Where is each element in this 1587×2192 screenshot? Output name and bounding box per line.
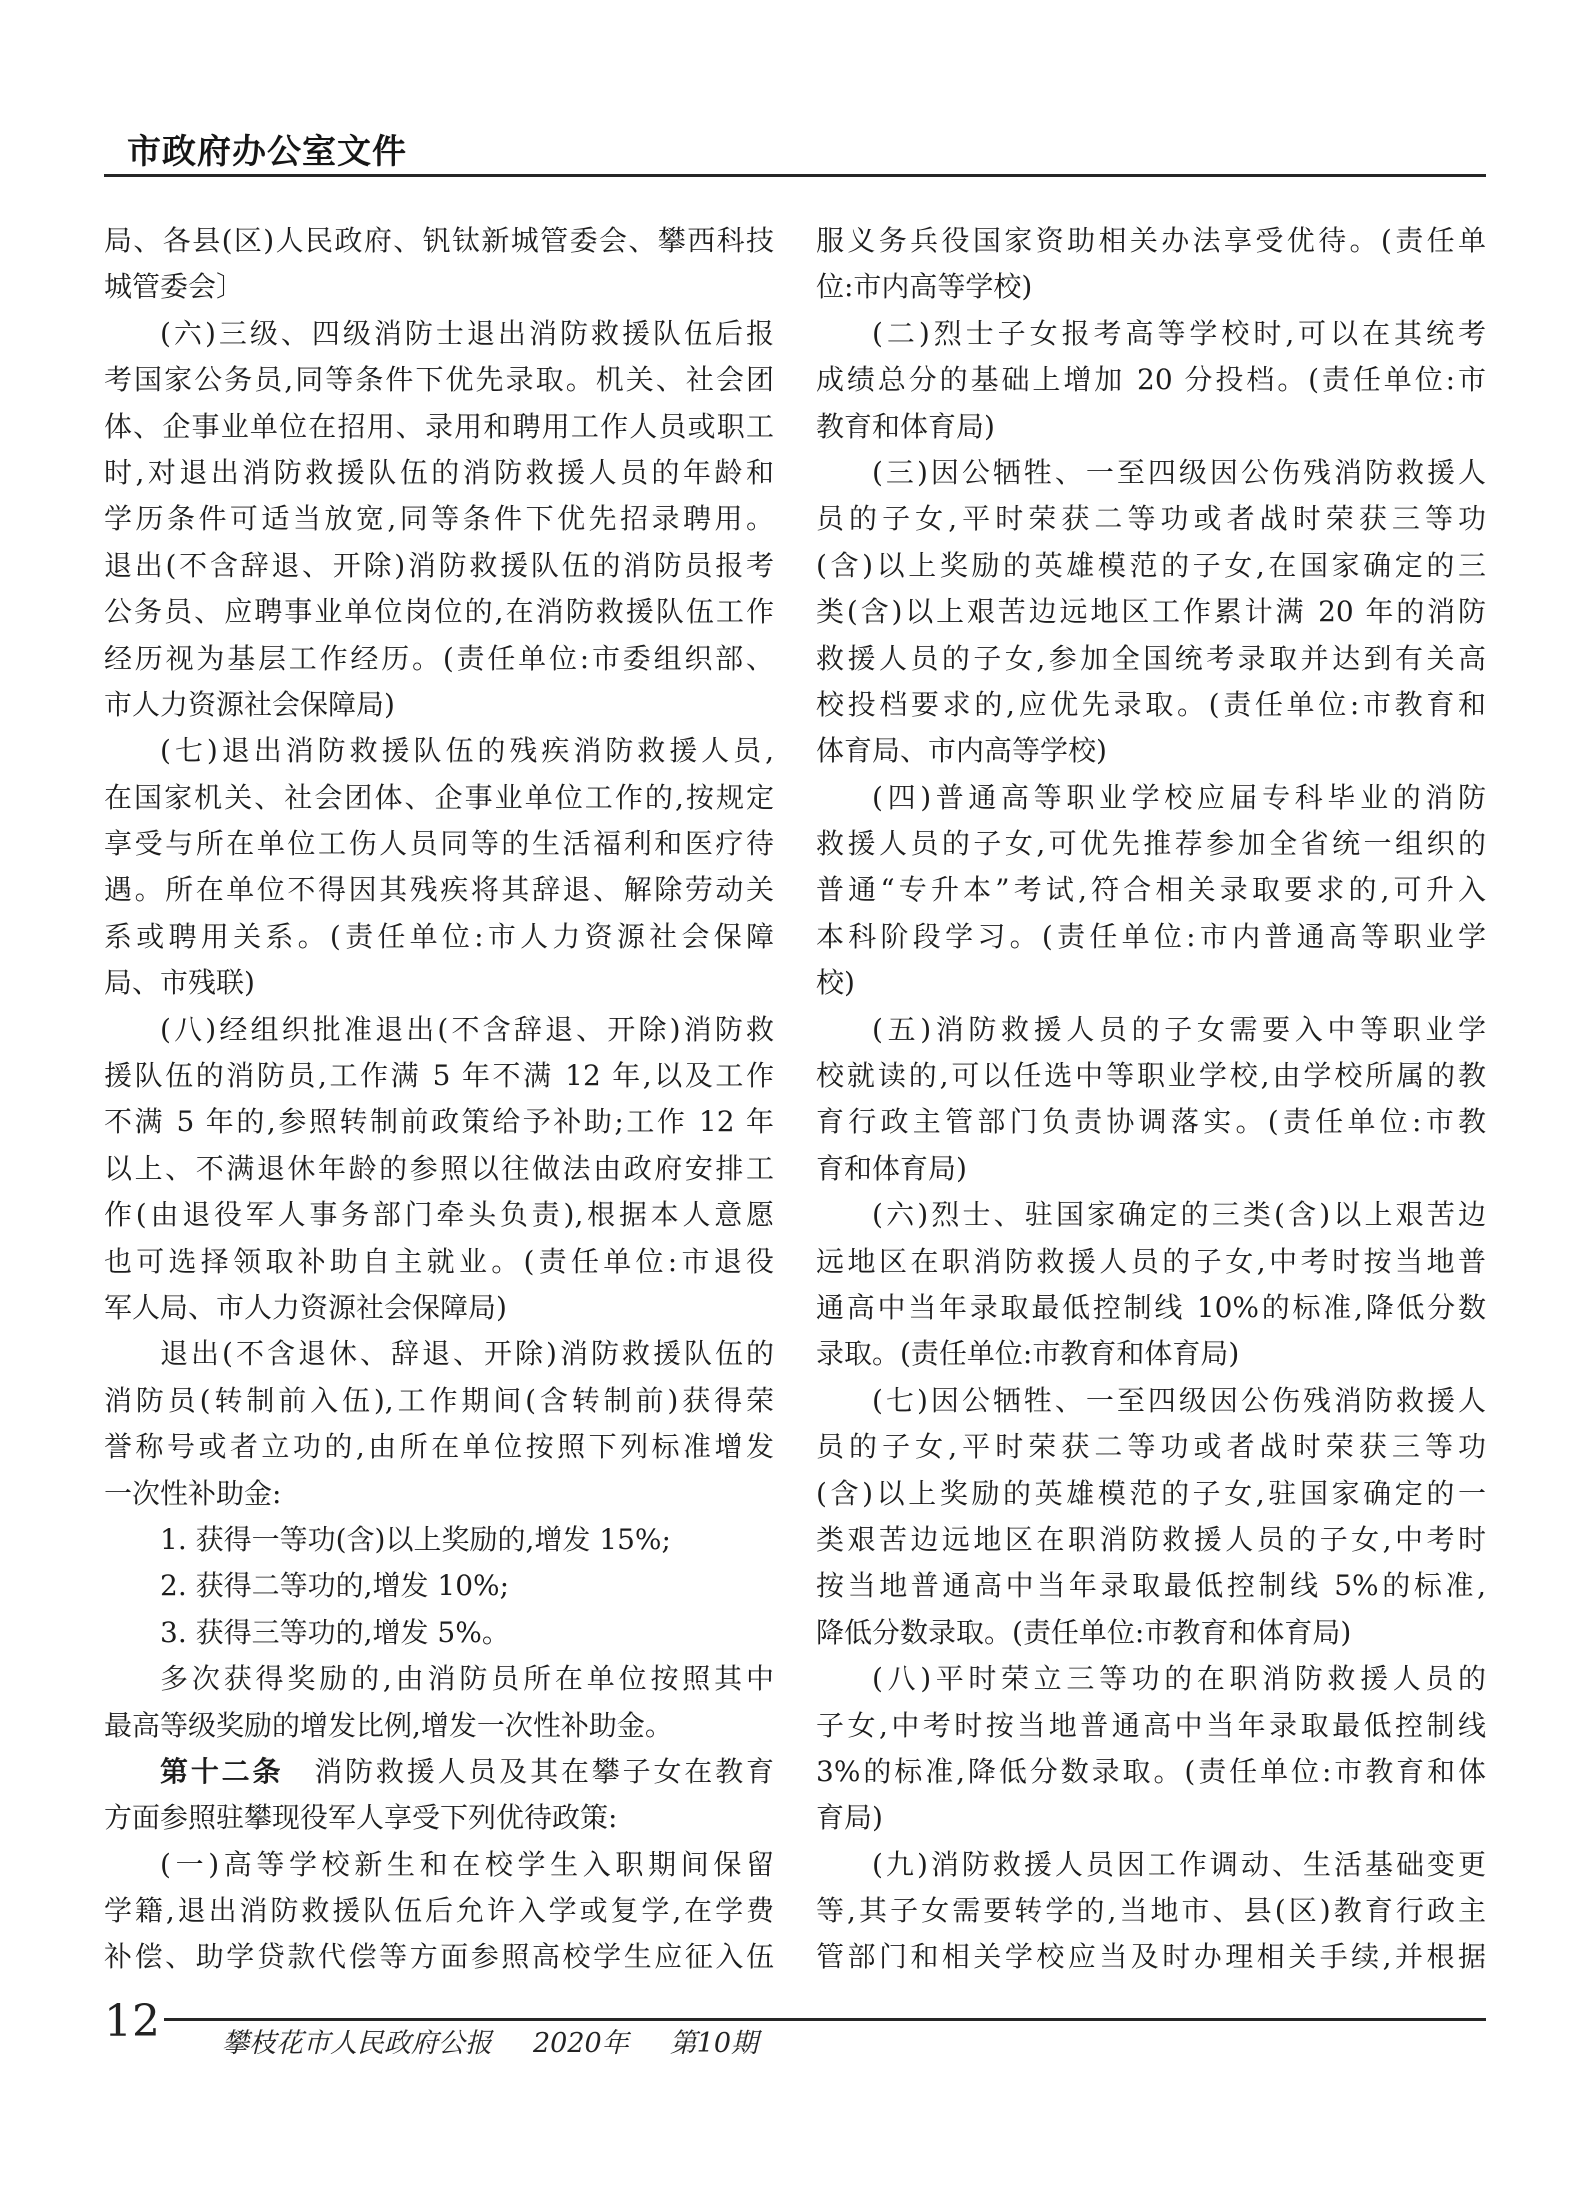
- text-line: 经历视为基层工作经历。(责任单位:市委组织部、: [104, 641, 774, 675]
- text-line: 军人局、市人力资源社会保障局): [104, 1290, 507, 1324]
- paragraph: [816, 1192, 1486, 1378]
- text-line: 城管委会〕: [104, 270, 245, 304]
- text-line: 管部门和相关学校应当及时办理相关手续,并根据: [816, 1940, 1486, 1974]
- text-line: 补偿、助学贷款代偿等方面参照高校学生应征入伍: [104, 1940, 774, 1974]
- article-number-bold: 第十二条: [160, 1754, 284, 1788]
- paragraph: [104, 1563, 774, 1609]
- footer-page-number: 12: [104, 1996, 160, 2047]
- text-line: (七)退出消防救援队伍的残疾消防救援人员,: [160, 734, 774, 768]
- text-line: 第十二条 消防救援人员及其在攀子女在教育: [160, 1754, 774, 1788]
- text-line: 也可选择领取补助自主就业。(责任单位:市退役: [104, 1244, 774, 1278]
- text-line: 最高等级奖励的增发比例,增发一次性补助金。: [104, 1708, 673, 1742]
- text-line: 多次获得奖励的,由消防员所在单位按照其中: [160, 1662, 774, 1696]
- paragraph: [104, 1331, 774, 1517]
- text-line: 市人力资源社会保障局): [104, 687, 395, 721]
- paragraph: [816, 1007, 1486, 1193]
- paragraph: [816, 1656, 1486, 1842]
- text-line: 教育和体育局): [816, 409, 995, 443]
- text-line: (二)烈士子女报考高等学校时,可以在其统考: [872, 316, 1486, 350]
- paragraph: [816, 218, 1486, 311]
- text-line: 位:市内高等学校): [816, 270, 1033, 304]
- text-line: (七)因公牺牲、一至四级因公伤残消防救援人: [872, 1383, 1486, 1417]
- text-line: 救援人员的子女,参加全国统考录取并达到有关高: [816, 641, 1486, 675]
- text-line: 局、各县(区)人民政府、钒钛新城管委会、攀西科技: [104, 224, 774, 257]
- text-line: 援队伍的消防员,工作满 5 年不满 12 年,以及工作: [104, 1059, 774, 1093]
- text-line: 员的子女,平时荣获二等功或者战时荣获三等功: [816, 1430, 1486, 1464]
- text-line: 服义务兵役国家资助相关办法享受优待。(责任单: [816, 224, 1486, 257]
- paragraph: [104, 1656, 774, 1749]
- text-line: 3. 获得三等功的,增发 5%。: [160, 1615, 510, 1649]
- header-rule: [104, 174, 1486, 177]
- text-line: 录取。(责任单位:市教育和体育局): [816, 1337, 1240, 1371]
- text-line: 救援人员的子女,可优先推荐参加全省统一组织的: [816, 827, 1486, 861]
- paragraph: [816, 1378, 1486, 1656]
- text-line: 局、市残联): [104, 966, 255, 1000]
- text-line: (含)以上奖励的英雄模范的子女,驻国家确定的一: [816, 1476, 1486, 1510]
- text-line: 公务员、应聘事业单位岗位的,在消防救援队伍工作: [104, 595, 774, 629]
- text-line: 享受与所在单位工伤人员同等的生活福利和医疗待: [104, 827, 774, 861]
- text-line: 作(由退役军人事务部门牵头负责),根据本人意愿: [104, 1198, 774, 1232]
- text-line: 校就读的,可以任选中等职业学校,由学校所属的教: [816, 1059, 1486, 1093]
- text-line: (八)平时荣立三等功的在职消防救援人员的: [872, 1662, 1486, 1696]
- text-line: 退出(不含辞退、开除)消防救援队伍的消防员报考: [104, 548, 774, 582]
- text-line: (一)高等学校新生和在校学生入职期间保留: [160, 1847, 774, 1881]
- text-line: 类艰苦边远地区在职消防救援人员的子女,中考时: [816, 1522, 1486, 1556]
- paragraph: [104, 218, 774, 311]
- text-line: 遇。所在单位不得因其残疾将其辞退、解除劳动关: [104, 873, 774, 907]
- text-line: 以上、不满退休年龄的参照以往做法由政府安排工: [104, 1151, 774, 1185]
- text-line: 育行政主管部门负责协调落实。(责任单位:市教: [816, 1105, 1486, 1139]
- text-line: 普通“专升本”考试,符合相关录取要求的,可升入: [816, 873, 1486, 907]
- text-line: 学籍,退出消防救援队伍后允许入学或复学,在学费: [104, 1894, 774, 1928]
- text-line: 消防员(转制前入伍),工作期间(含转制前)获得荣: [104, 1383, 774, 1417]
- text-line: 体、企事业单位在招用、录用和聘用工作人员或职工: [104, 409, 774, 443]
- text-line: (四)普通高等职业学校应届专科毕业的消防: [872, 780, 1486, 814]
- paragraph: [104, 1517, 774, 1563]
- text-line: 等,其子女需要转学的,当地市、县(区)教育行政主: [816, 1894, 1486, 1928]
- text-line: 按当地普通高中当年录取最低控制线 5%的标准,: [816, 1569, 1486, 1603]
- text-line: 时,对退出消防救援队伍的消防救援人员的年龄和: [104, 455, 774, 489]
- text-line: 本科阶段学习。(责任单位:市内普通高等职业学: [816, 919, 1486, 953]
- text-line: 远地区在职消防救援人员的子女,中考时按当地普: [816, 1244, 1486, 1278]
- text-line: 不满 5 年的,参照转制前政策给予补助;工作 12 年: [104, 1105, 774, 1139]
- text-line: (三)因公牺牲、一至四级因公伤残消防救援人: [872, 455, 1486, 489]
- text-line: 方面参照驻攀现役军人享受下列优待政策:: [104, 1801, 618, 1835]
- footer-journal-line: [222, 2026, 758, 2062]
- text-line: 员的子女,平时荣获二等功或者战时荣获三等功: [816, 502, 1486, 536]
- text-line: (六)三级、四级消防士退出消防救援队伍后报: [160, 316, 774, 350]
- footer-year: 2020年: [532, 2028, 629, 2059]
- text-line: 校): [816, 966, 855, 1000]
- text-line: 育和体育局): [816, 1151, 967, 1185]
- text-line: 学历条件可适当放宽,同等条件下优先招录聘用。: [104, 502, 774, 536]
- text-line: 成绩总分的基础上增加 20 分投档。(责任单位:市: [816, 363, 1486, 397]
- footer-rule: [164, 2018, 1486, 2021]
- text-column-right: [816, 218, 1486, 1981]
- paragraph: [104, 1007, 774, 1332]
- footer-issue: 第10期: [669, 2028, 759, 2059]
- text-line: 降低分数录取。(责任单位:市教育和体育局): [816, 1615, 1352, 1649]
- text-line: 子女,中考时按当地普通高中当年录取最低控制线: [816, 1708, 1486, 1742]
- paragraph: [104, 1610, 774, 1656]
- text-line: (八)经组织批准退出(不含辞退、开除)消防救: [160, 1012, 774, 1046]
- paragraph: [816, 311, 1486, 450]
- text-line: 类(含)以上艰苦边远地区工作累计满 20 年的消防: [816, 595, 1486, 629]
- text-line: 誉称号或者立功的,由所在单位按照下列标准增发: [104, 1430, 774, 1464]
- text-line: 育局): [816, 1801, 883, 1835]
- text-line: 一次性补助金:: [104, 1476, 282, 1510]
- page-header-title: 市政府办公室文件: [127, 132, 407, 172]
- paragraph: [104, 1842, 774, 1981]
- text-line: 2. 获得二等功的,增发 10%;: [160, 1569, 510, 1603]
- text-line: 考国家公务员,同等条件下优先录取。机关、社会团: [104, 363, 774, 397]
- text-line: (六)烈士、驻国家确定的三类(含)以上艰苦边: [872, 1198, 1486, 1232]
- paragraph: [816, 1842, 1486, 1981]
- paragraph: [104, 311, 774, 729]
- paragraph: [104, 1749, 774, 1842]
- text-column-left: [104, 218, 774, 1981]
- text-line: 在国家机关、社会团体、企事业单位工作的,按规定: [104, 780, 774, 814]
- paragraph: [816, 775, 1486, 1007]
- paragraph: [104, 728, 774, 1006]
- text-line: 体育局、市内高等学校): [816, 734, 1107, 768]
- text-line: 退出(不含退休、辞退、开除)消防救援队伍的: [160, 1337, 774, 1371]
- text-line: 系或聘用关系。(责任单位:市人力资源社会保障: [104, 919, 774, 953]
- paragraph: [816, 450, 1486, 775]
- text-line: 1. 获得一等功(含)以上奖励的,增发 15%;: [160, 1522, 671, 1556]
- text-line: 校投档要求的,应优先录取。(责任单位:市教育和: [816, 687, 1486, 721]
- footer-journal-name: 攀枝花市人民政府公报: [222, 2028, 492, 2059]
- text-line: 3%的标准,降低分数录取。(责任单位:市教育和体: [816, 1754, 1486, 1788]
- text-line: 通高中当年录取最低控制线 10%的标准,降低分数: [816, 1290, 1486, 1324]
- text-line: (九)消防救援人员因工作调动、生活基础变更: [872, 1847, 1486, 1881]
- text-line: (五)消防救援人员的子女需要入中等职业学: [872, 1012, 1486, 1046]
- text-line: (含)以上奖励的英雄模范的子女,在国家确定的三: [816, 548, 1486, 582]
